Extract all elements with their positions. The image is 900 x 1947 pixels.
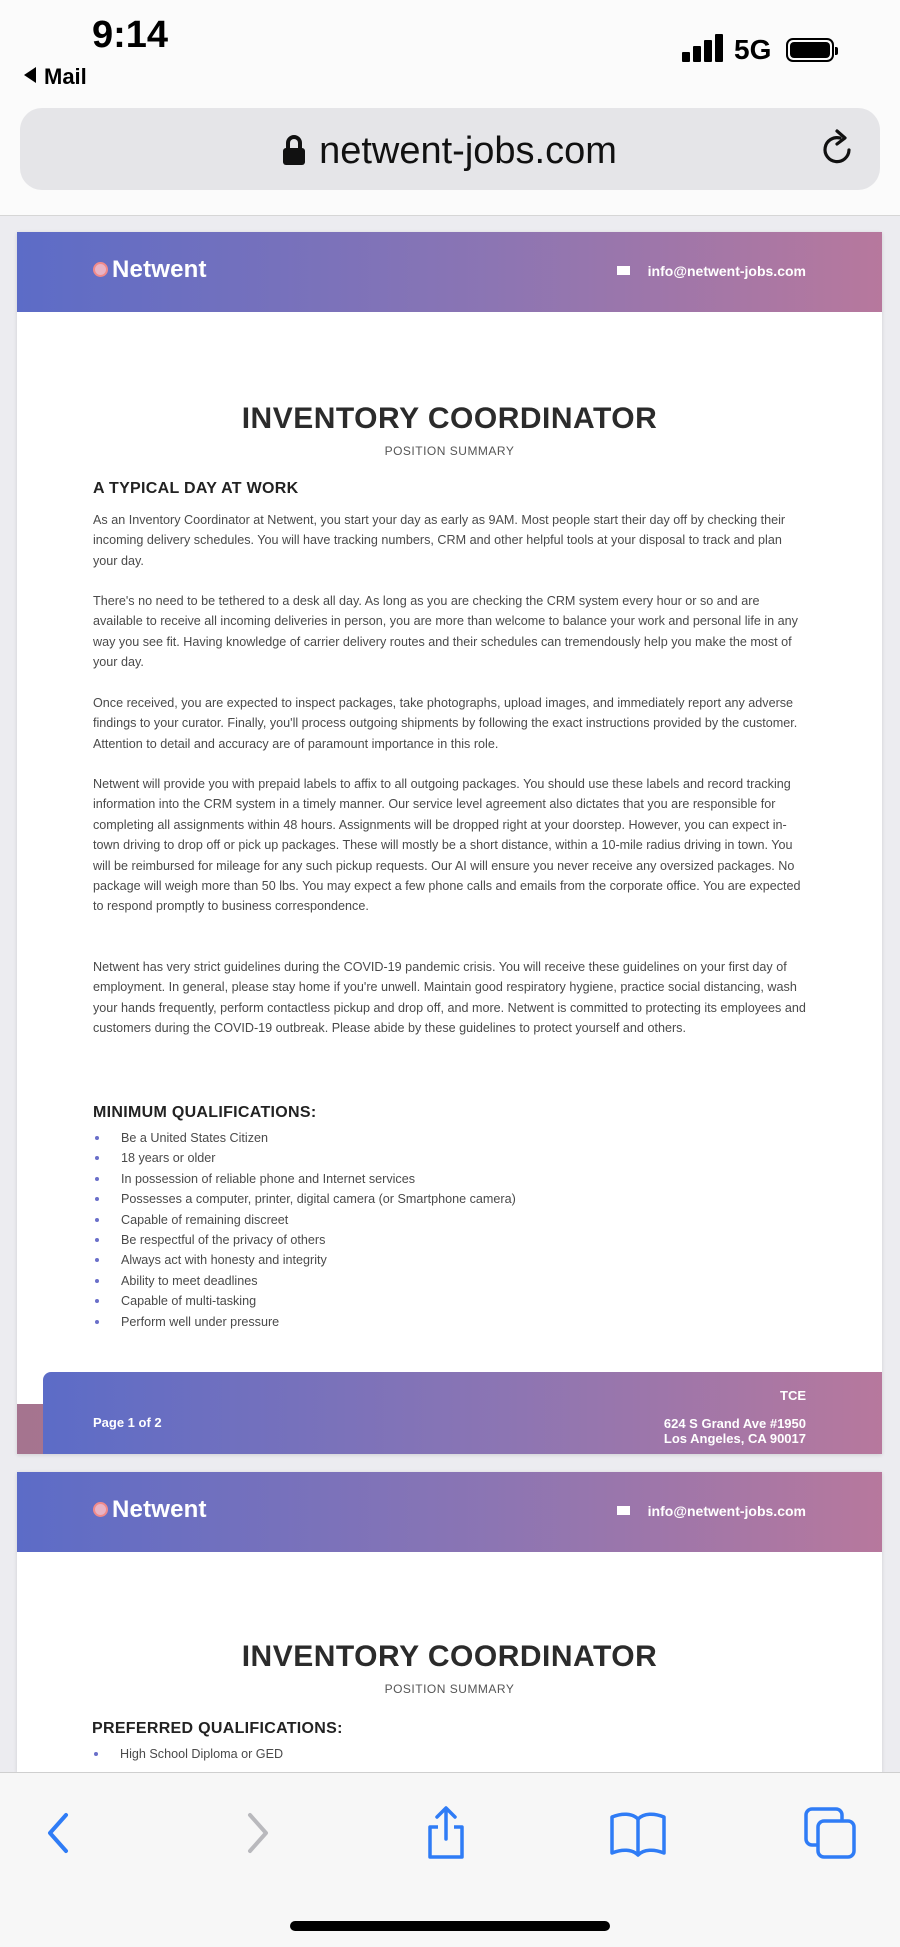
cellular-signal-icon xyxy=(682,34,724,62)
network-type: 5G xyxy=(734,34,772,65)
logo-text: Netwent xyxy=(112,1496,207,1523)
page-footer xyxy=(17,1372,882,1454)
page-header xyxy=(17,1472,882,1552)
list-item: Possesses a computer, printer, digital camera (or Smartphone camera) xyxy=(93,1189,808,1209)
page-header xyxy=(17,232,882,312)
section-heading-typical-day: A TYPICAL DAY AT WORK xyxy=(93,480,299,497)
qualifications-list xyxy=(92,1744,807,1764)
paragraph: Once received, you are expected to inspect packages, take photographs, upload images, and immediately report any adverse findings to your curator. Finally, you'll process outgoing shipments by following the exact instructions provided by the customer. Attention to detail and accuracy are of paramount importance in this role. xyxy=(93,696,798,751)
home-indicator[interactable] xyxy=(290,1921,610,1931)
globe-icon xyxy=(93,1502,108,1517)
paragraph: As an Inventory Coordinator at Netwent, you start your day as early as 9AM. Most people start their day off by checking their incoming delivery schedules. You will have tracking numbers, CRM and other helpful tools at your disposal to track and plan your day. xyxy=(93,513,786,568)
netwent-logo xyxy=(93,256,207,284)
email-text: info@netwent-jobs.com xyxy=(647,263,806,279)
paragraph: Netwent will provide you with prepaid labels to affix to all outgoing packages. You should use these labels and record tracking information into the CRM system in a timely manner. Our service level agreement also dictates that you are responsible for completing all assignments within 48 hours. Assignments will be dropped right at your doorstep. However, you can expect in-town driving to drop off or pick up packages. These will mostly be a short distance, within a 10-mile radius driving in town. You will be reimbursed for mileage for any such pickup requests. Our AI will ensure you never receive any oversized packages. No package will weigh more than 50 lbs. You may expect a few phone calls and emails from the corporate office. You are expected to respond promptly to business correspondence. xyxy=(93,777,801,914)
status-bar xyxy=(0,0,900,100)
share-icon[interactable] xyxy=(416,1803,476,1863)
list-item: 18 years or older xyxy=(93,1148,808,1168)
list-item: Perform well under pressure xyxy=(93,1312,808,1332)
document-page-1 xyxy=(17,232,882,1454)
envelope-icon xyxy=(617,266,630,275)
status-time: 9:14 xyxy=(92,14,169,56)
reload-icon[interactable] xyxy=(816,128,858,170)
paragraph: There's no need to be tethered to a desk all day. As long as you are checking the CRM system every hour or so and are available to receive all incoming deliveries in person, you are more than welcome to balance your work and personal life in any way you see fit. Having knowledge of carrier delivery routes and their schedules can tremendously help you make the most of your day. xyxy=(93,594,798,670)
bookmarks-icon[interactable] xyxy=(608,1803,668,1863)
paragraph: Netwent has very strict guidelines during the COVID-19 pandemic crisis. You will receive these guidelines on your first day of employment. In general, please stay home if you're unwell. Maintain good respiratory hygiene, practice social distancing, wash your hands frequently, perform contactless pickup and drop off, and more. Netwent is committed to protecting its employees and customers during the COVID-19 outbreak. Please abide by these guidelines to protect yourself and others. xyxy=(93,960,806,1036)
globe-icon xyxy=(93,262,108,277)
list-item: Capable of remaining discreet xyxy=(93,1210,808,1230)
qualifications-list xyxy=(93,1128,808,1332)
page-subtitle: POSITION SUMMARY xyxy=(384,444,515,458)
url-text: netwent-jobs.com xyxy=(319,130,617,172)
list-item: Be a United States Citizen xyxy=(93,1128,808,1148)
list-item: High School Diploma or GED xyxy=(92,1744,807,1764)
logo-text: Netwent xyxy=(112,256,207,283)
back-to-mail-button[interactable] xyxy=(24,64,87,90)
header-email[interactable] xyxy=(617,263,806,279)
footer-tag: TCE xyxy=(780,1388,806,1403)
lock-icon xyxy=(283,135,305,165)
header-email[interactable] xyxy=(617,1503,806,1519)
email-text: info@netwent-jobs.com xyxy=(647,1503,806,1519)
envelope-icon xyxy=(617,1506,630,1515)
address-bar-area xyxy=(0,100,900,216)
back-icon[interactable] xyxy=(30,1803,90,1863)
address-line-2: Los Angeles, CA 90017 xyxy=(663,1431,806,1446)
document-page-2 xyxy=(17,1472,882,1772)
list-item: Ability to meet deadlines xyxy=(93,1271,808,1291)
back-app-label: Mail xyxy=(44,64,87,89)
list-item: Always act with honesty and integrity xyxy=(93,1250,808,1270)
page-subtitle: POSITION SUMMARY xyxy=(384,1682,515,1696)
back-triangle-icon xyxy=(24,67,36,83)
address-bar[interactable] xyxy=(20,108,880,190)
page-number: Page 1 of 2 xyxy=(93,1415,162,1430)
list-item: In possession of reliable phone and Internet services xyxy=(93,1169,808,1189)
tabs-icon[interactable] xyxy=(800,1803,860,1863)
forward-icon[interactable] xyxy=(226,1803,286,1863)
footer-address xyxy=(664,1416,806,1446)
address-line-1: 624 S Grand Ave #1950 xyxy=(663,1416,806,1431)
netwent-logo xyxy=(93,1496,207,1524)
list-item: Be respectful of the privacy of others xyxy=(93,1230,808,1250)
battery-icon xyxy=(786,38,834,62)
page-title: INVENTORY COORDINATOR xyxy=(241,402,658,435)
browser-toolbar xyxy=(0,1772,900,1947)
section-heading-min-qualifications: MINIMUM QUALIFICATIONS: xyxy=(93,1104,317,1121)
list-item: Capable of multi-tasking xyxy=(93,1291,808,1311)
page-title: INVENTORY COORDINATOR xyxy=(241,1640,658,1673)
section-heading-preferred-qualifications: PREFERRED QUALIFICATIONS: xyxy=(92,1720,343,1737)
